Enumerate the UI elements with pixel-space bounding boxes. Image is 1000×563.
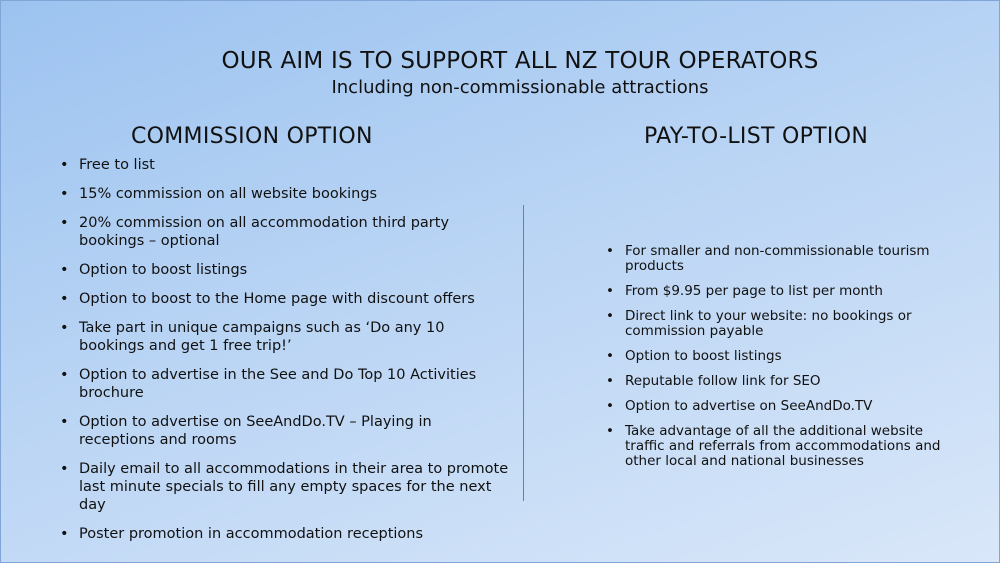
column-divider [523,205,524,501]
list-item: • Reputable follow link for SEO [625,374,955,389]
list-item: • From $9.95 per page to list per month [625,284,955,299]
list-item: • 15% commission on all website bookings [79,185,509,203]
list-item: • Option to advertise in the See and Do Top 10 Activities brochure [79,366,509,402]
list-item: • Option to advertise on SeeAndDo.TV [625,399,955,414]
commission-option-list [79,156,509,554]
pay-to-list-option-list [625,244,955,479]
list-item: • 20% commission on all accommodation third party bookings – optional [79,214,509,250]
commission-option-heading: COMMISSION OPTION [131,124,373,149]
slide-subtitle: Including non-commissionable attractions [331,77,709,98]
list-item: • Poster promotion in accommodation receptions [79,525,509,543]
list-item: • Daily email to all accommodations in their area to promote last minute specials to fill any empty spaces for the next day [79,460,509,514]
list-item: • Option to boost listings [79,261,509,279]
list-item: • Take advantage of all the additional website traffic and referrals from accommodations and other local and national businesses [625,424,955,469]
list-item: • Direct link to your website: no bookings or commission payable [625,309,955,339]
list-item: • Take part in unique campaigns such as ‘Do any 10 bookings and get 1 free trip!’ [79,319,509,355]
slide-title: OUR AIM IS TO SUPPORT ALL NZ TOUR OPERATORS [221,48,819,74]
list-item: • For smaller and non-commissionable tourism products [625,244,955,274]
list-item: • Option to boost to the Home page with discount offers [79,290,509,308]
list-item: • Option to advertise on SeeAndDo.TV – Playing in receptions and rooms [79,413,509,449]
pay-to-list-option-heading: PAY-TO-LIST OPTION [644,124,869,149]
list-item: • Free to list [79,156,509,174]
list-item: • Option to boost listings [625,349,955,364]
